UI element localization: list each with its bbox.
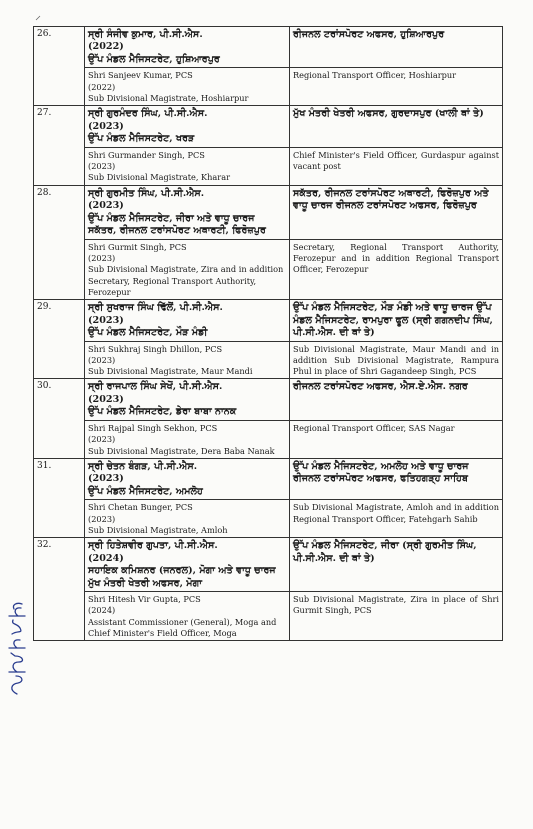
new-posting-english: Sub Divisional Magistrate, Maur Mandi and in addition Sub Divisional Magistrate, Rampura Phul in place of Shri Gagandeep Singh, PCS [290, 341, 503, 379]
serial-number: 27. [34, 106, 85, 185]
officer-name-english: Shri Sukhraj Singh Dhillon, PCS (2023) Sub Divisional Magistrate, Maur Mandi [85, 341, 290, 379]
new-posting-punjabi: ਰੀਜਨਲ ਟਰਾਂਸਪੋਰਟ ਅਫਸਰ, ਹੁਸ਼ਿਆਰਪੁਰ [290, 27, 503, 68]
new-posting-punjabi: ਸਕੱਤਰ, ਰੀਜਨਲ ਟਰਾਂਸਪੋਰਟ ਅਥਾਰਟੀ, ਫਿਰੋਜ਼ਪੁਰ ਅਤੇ ਵਾਧੂ ਚਾਰਜ ਰੀਜਨਲ ਟਰਾਂਸਪੋਰਟ ਅਫਸਰ, ਫਿਰੋਜ਼ਪੁਰ [290, 185, 503, 239]
officer-name-english: Shri Sanjeev Kumar, PCS (2022) Sub Divisional Magistrate, Hoshiarpur [85, 68, 290, 106]
officer-name-punjabi: ਸ੍ਰੀ ਸੰਜੀਵ ਕੁਮਾਰ, ਪੀ.ਸੀ.ਐਸ. (2022) ਉੱਪ ਮੰਡਲ ਮੈਜਿਸਟਰੇਟ, ਹੁਸ਼ਿਆਰਪੁਰ [85, 27, 290, 68]
officer-name-english: Shri Chetan Bunger, PCS (2023) Sub Divisional Magistrate, Amloh [85, 500, 290, 538]
officer-name-english: Shri Rajpal Singh Sekhon, PCS (2023) Sub Divisional Magistrate, Dera Baba Nanak [85, 420, 290, 458]
entry-row-english [34, 68, 503, 106]
entry-row-english [34, 341, 503, 379]
new-posting-punjabi: ਉੱਪ ਮੰਡਲ ਮੈਜਿਸਟਰੇਟ, ਮੌੜ ਮੰਡੀ ਅਤੇ ਵਾਧੂ ਚਾਰਜ ਉੱਪ ਮੰਡਲ ਮੈਜਿਸਟਰੇਟ, ਰਾਮਪੁਰਾ ਫੂਲ (ਸ੍ਰੀ ਗਗਨਦੀਪ ਸਿੰਘ, ਪੀ.ਸੀ.ਐਸ. ਦੀ ਥਾਂ ਤੇ) [290, 300, 503, 341]
entry-row-punjabi [34, 300, 503, 341]
new-posting-english: Chief Minister's Field Officer, Gurdaspur against vacant post [290, 147, 503, 185]
serial-number: 26. [34, 27, 85, 106]
entry-row-english [34, 147, 503, 185]
handwritten-signature [3, 598, 31, 698]
transfer-order-table [33, 26, 503, 641]
serial-number: 32. [34, 538, 85, 641]
serial-number: 31. [34, 458, 85, 537]
officer-name-punjabi: ਸ੍ਰੀ ਚੇਤਨ ਬੰਗੜ, ਪੀ.ਸੀ.ਐਸ. (2023) ਉੱਪ ਮੰਡਲ ਮੈਜਿਸਟਰੇਟ, ਅਮਲੋਹ [85, 458, 290, 499]
new-posting-english: Sub Divisional Magistrate, Zira in place of Shri Gurmit Singh, PCS [290, 592, 503, 641]
entry-row-english [34, 420, 503, 458]
entry-row-punjabi [34, 379, 503, 420]
new-posting-english: Secretary, Regional Transport Authority, Ferozepur and in addition Regional Transport Officer, Ferozepur [290, 239, 503, 300]
entry-row-punjabi [34, 458, 503, 499]
new-posting-english: Regional Transport Officer, Hoshiarpur [290, 68, 503, 106]
officer-name-english: Shri Hitesh Vir Gupta, PCS (2024) Assistant Commissioner (General), Moga and Chief Minister's Field Officer, Moga [85, 592, 290, 641]
officer-name-punjabi: ਸ੍ਰੀ ਗੁਰਮੀਤ ਸਿੰਘ, ਪੀ.ਸੀ.ਐਸ. (2023) ਉੱਪ ਮੰਡਲ ਮੈਜਿਸਟਰੇਟ, ਜੀਰਾ ਅਤੇ ਵਾਧੂ ਚਾਰਜ ਸਕੱਤਰ, ਰੀਜਨਲ ਟਰਾਂਸਪੋਰਟ ਅਥਾਰਟੀ, ਫਿਰੋਜ਼ਪੁਰ [85, 185, 290, 239]
serial-number: 28. [34, 185, 85, 299]
new-posting-english: Regional Transport Officer, SAS Nagar [290, 420, 503, 458]
officer-name-punjabi: ਸ੍ਰੀ ਗੁਰਮੰਦਰ ਸਿੰਘ, ਪੀ.ਸੀ.ਐਸ. (2023) ਉੱਪ ਮੰਡਲ ਮੈਜਿਸਟਰੇਟ, ਖਰੜ [85, 106, 290, 147]
officer-name-punjabi: ਸ੍ਰੀ ਰਾਜਪਾਲ ਸਿੰਘ ਸੇਖੋਂ, ਪੀ.ਸੀ.ਐਸ. (2023) ਉੱਪ ਮੰਡਲ ਮੈਜਿਸਟਰੇਟ, ਡੇਰਾ ਬਾਬਾ ਨਾਨਕ [85, 379, 290, 420]
new-posting-punjabi: ਉੱਪ ਮੰਡਲ ਮੈਜਿਸਟਰੇਟ, ਜੀਰਾ (ਸ੍ਰੀ ਗੁਰਮੀਤ ਸਿੰਘ, ਪੀ.ਸੀ.ਐਸ. ਦੀ ਥਾਂ ਤੇ) [290, 538, 503, 592]
entry-row-punjabi [34, 27, 503, 68]
officer-name-punjabi: ਸ੍ਰੀ ਸੁਖਰਾਜ ਸਿੰਘ ਢਿੱਲੋਂ, ਪੀ.ਸੀ.ਐਸ. (2023) ਉੱਪ ਮੰਡਲ ਮੈਜਿਸਟਰੇਟ, ਮੌੜ ਮੰਡੀ [85, 300, 290, 341]
new-posting-punjabi: ਰੀਜਨਲ ਟਰਾਂਸਪੋਰਟ ਅਫਸਰ, ਐਸ.ਏ.ਐਸ. ਨਗਰ [290, 379, 503, 420]
officer-name-english: Shri Gurmander Singh, PCS (2023) Sub Divisional Magistrate, Kharar [85, 147, 290, 185]
entry-row-punjabi [34, 106, 503, 147]
serial-number: 30. [34, 379, 85, 458]
corner-tick-mark [35, 6, 41, 12]
entry-row-punjabi [34, 185, 503, 239]
new-posting-english: Sub Divisional Magistrate, Amloh and in addition Regional Transport Officer, Fatehgarh Sahib [290, 500, 503, 538]
officer-name-punjabi: ਸ੍ਰੀ ਹਿਤੇਸ਼ਵੀਰ ਗੁਪਤਾ, ਪੀ.ਸੀ.ਐਸ. (2024) ਸਹਾਇਕ ਕਮਿਸ਼ਨਰ (ਜਨਰਲ), ਮੋਗਾ ਅਤੇ ਵਾਧੂ ਚਾਰਜ ਮੁੱਖ ਮੰਤਰੀ ਖੇਤਰੀ ਅਫਸਰ, ਮੋਗਾ [85, 538, 290, 592]
new-posting-punjabi: ਮੁੱਖ ਮੰਤਰੀ ਖੇਤਰੀ ਅਫਸਰ, ਗੁਰਦਾਸਪੁਰ (ਖਾਲੀ ਥਾਂ ਤੇ) [290, 106, 503, 147]
entry-row-english [34, 239, 503, 300]
serial-number: 29. [34, 300, 85, 379]
officer-name-english: Shri Gurmit Singh, PCS (2023) Sub Divisional Magistrate, Zira and in addition Secretary, Regional Transport Authority, Ferozepur [85, 239, 290, 300]
entry-row-english [34, 592, 503, 641]
new-posting-punjabi: ਉੱਪ ਮੰਡਲ ਮੈਜਿਸਟਰੇਟ, ਅਮਲੋਹ ਅਤੇ ਵਾਧੂ ਚਾਰਜ ਰੀਜਨਲ ਟਰਾਂਸਪੋਰਟ ਅਫਸਰ, ਫਤਿਹਗੜ੍ਹ ਸਾਹਿਬ [290, 458, 503, 499]
entry-row-punjabi [34, 538, 503, 592]
entry-row-english [34, 500, 503, 538]
